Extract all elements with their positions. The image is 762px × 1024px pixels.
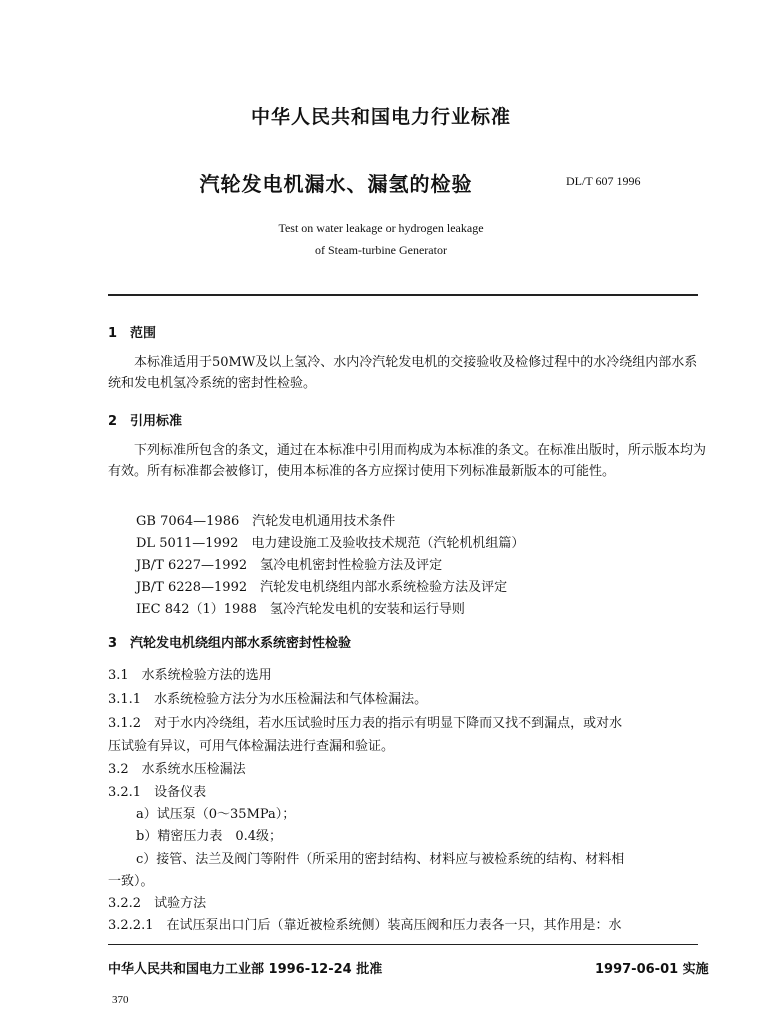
english-title-line1: Test on water leakage or hydrogen leakage <box>278 221 484 235</box>
reference-item: IEC 842（1）1988 氢冷汽轮发电机的安装和运行导则 <box>136 602 465 617</box>
footer-divider <box>108 944 698 945</box>
clause-3-2-2: 3.2.2 试验方法 <box>108 896 207 911</box>
clause-3-1-2-line2: 压试验有异议，可用气体检漏法进行查漏和验证。 <box>108 739 395 754</box>
equipment-item-b: b）精密压力表 0.4级； <box>136 829 282 844</box>
section-1-heading: 1 范围 <box>108 326 157 341</box>
reference-item: JB/T 6228—1992 汽轮发电机绕组内部水系统检验方法及评定 <box>136 580 508 595</box>
page-number: 370 <box>112 994 129 1006</box>
clause-3-2: 3.2 水系统水压检漏法 <box>108 762 246 777</box>
header-organization: 中华人民共和国电力行业标准 <box>250 106 511 128</box>
clause-3-1-2-line1: 3.1.2 对于水内冷绕组，若水压试验时压力表的指示有明显下降而又找不到漏点，或对水 <box>108 716 623 731</box>
standard-number: DL/T 607 1996 <box>566 174 641 188</box>
clause-3-2-2-1: 3.2.2.1 在试压泵出口门后（靠近被检系统侧）装高压阀和压力表各一只，其作用是：水 <box>108 918 622 933</box>
equipment-item-a: a）试压泵（0～35MPa）； <box>136 807 296 822</box>
clause-3-1-1: 3.1.1 水系统检验方法分为水压检漏法和气体检漏法。 <box>108 692 428 707</box>
section-1-body: 本标准适用于50MW及以上氢冷、水内冷汽轮发电机的交接验收及检修过程中的水冷绕组内部水系统和发电机氢冷系统的密封性检验。 <box>108 355 698 391</box>
section-2-heading: 2 引用标准 <box>108 414 183 429</box>
approval-line: 中华人民共和国电力工业部 1996-12-24 批准 <box>108 962 383 977</box>
reference-item: JB/T 6227—1992 氢冷电机密封性检验方法及评定 <box>136 558 443 573</box>
effective-date: 1997-06-01 实施 <box>595 962 709 977</box>
equipment-item-c-line2: 一致）。 <box>108 874 154 889</box>
section-2-body: 下列标准所包含的条文，通过在本标准中引用而构成为本标准的条文。在标准出版时，所示版本均为有效。所有标准都会被修订，使用本标准的各方应探讨使用下列标准最新版本的可能性。 <box>108 443 707 479</box>
reference-item: GB 7064—1986 汽轮发电机通用技术条件 <box>136 514 396 529</box>
clause-3-1: 3.1 水系统检验方法的选用 <box>108 668 272 683</box>
english-title-line2: of Steam-turbine Generator <box>315 243 447 257</box>
section-3-heading: 3 汽轮发电机绕组内部水系统密封性检验 <box>108 636 352 651</box>
equipment-item-c-line1: c）接管、法兰及阀门等附件（所采用的密封结构、材料应与被检系统的结构、材料相 <box>136 852 625 867</box>
clause-3-2-1: 3.2.1 设备仪表 <box>108 785 207 800</box>
document-title: 汽轮发电机漏水、漏氢的检验 <box>199 172 473 196</box>
header-divider <box>108 294 698 296</box>
reference-item: DL 5011—1992 电力建设施工及验收技术规范（汽轮机机组篇） <box>136 536 525 551</box>
